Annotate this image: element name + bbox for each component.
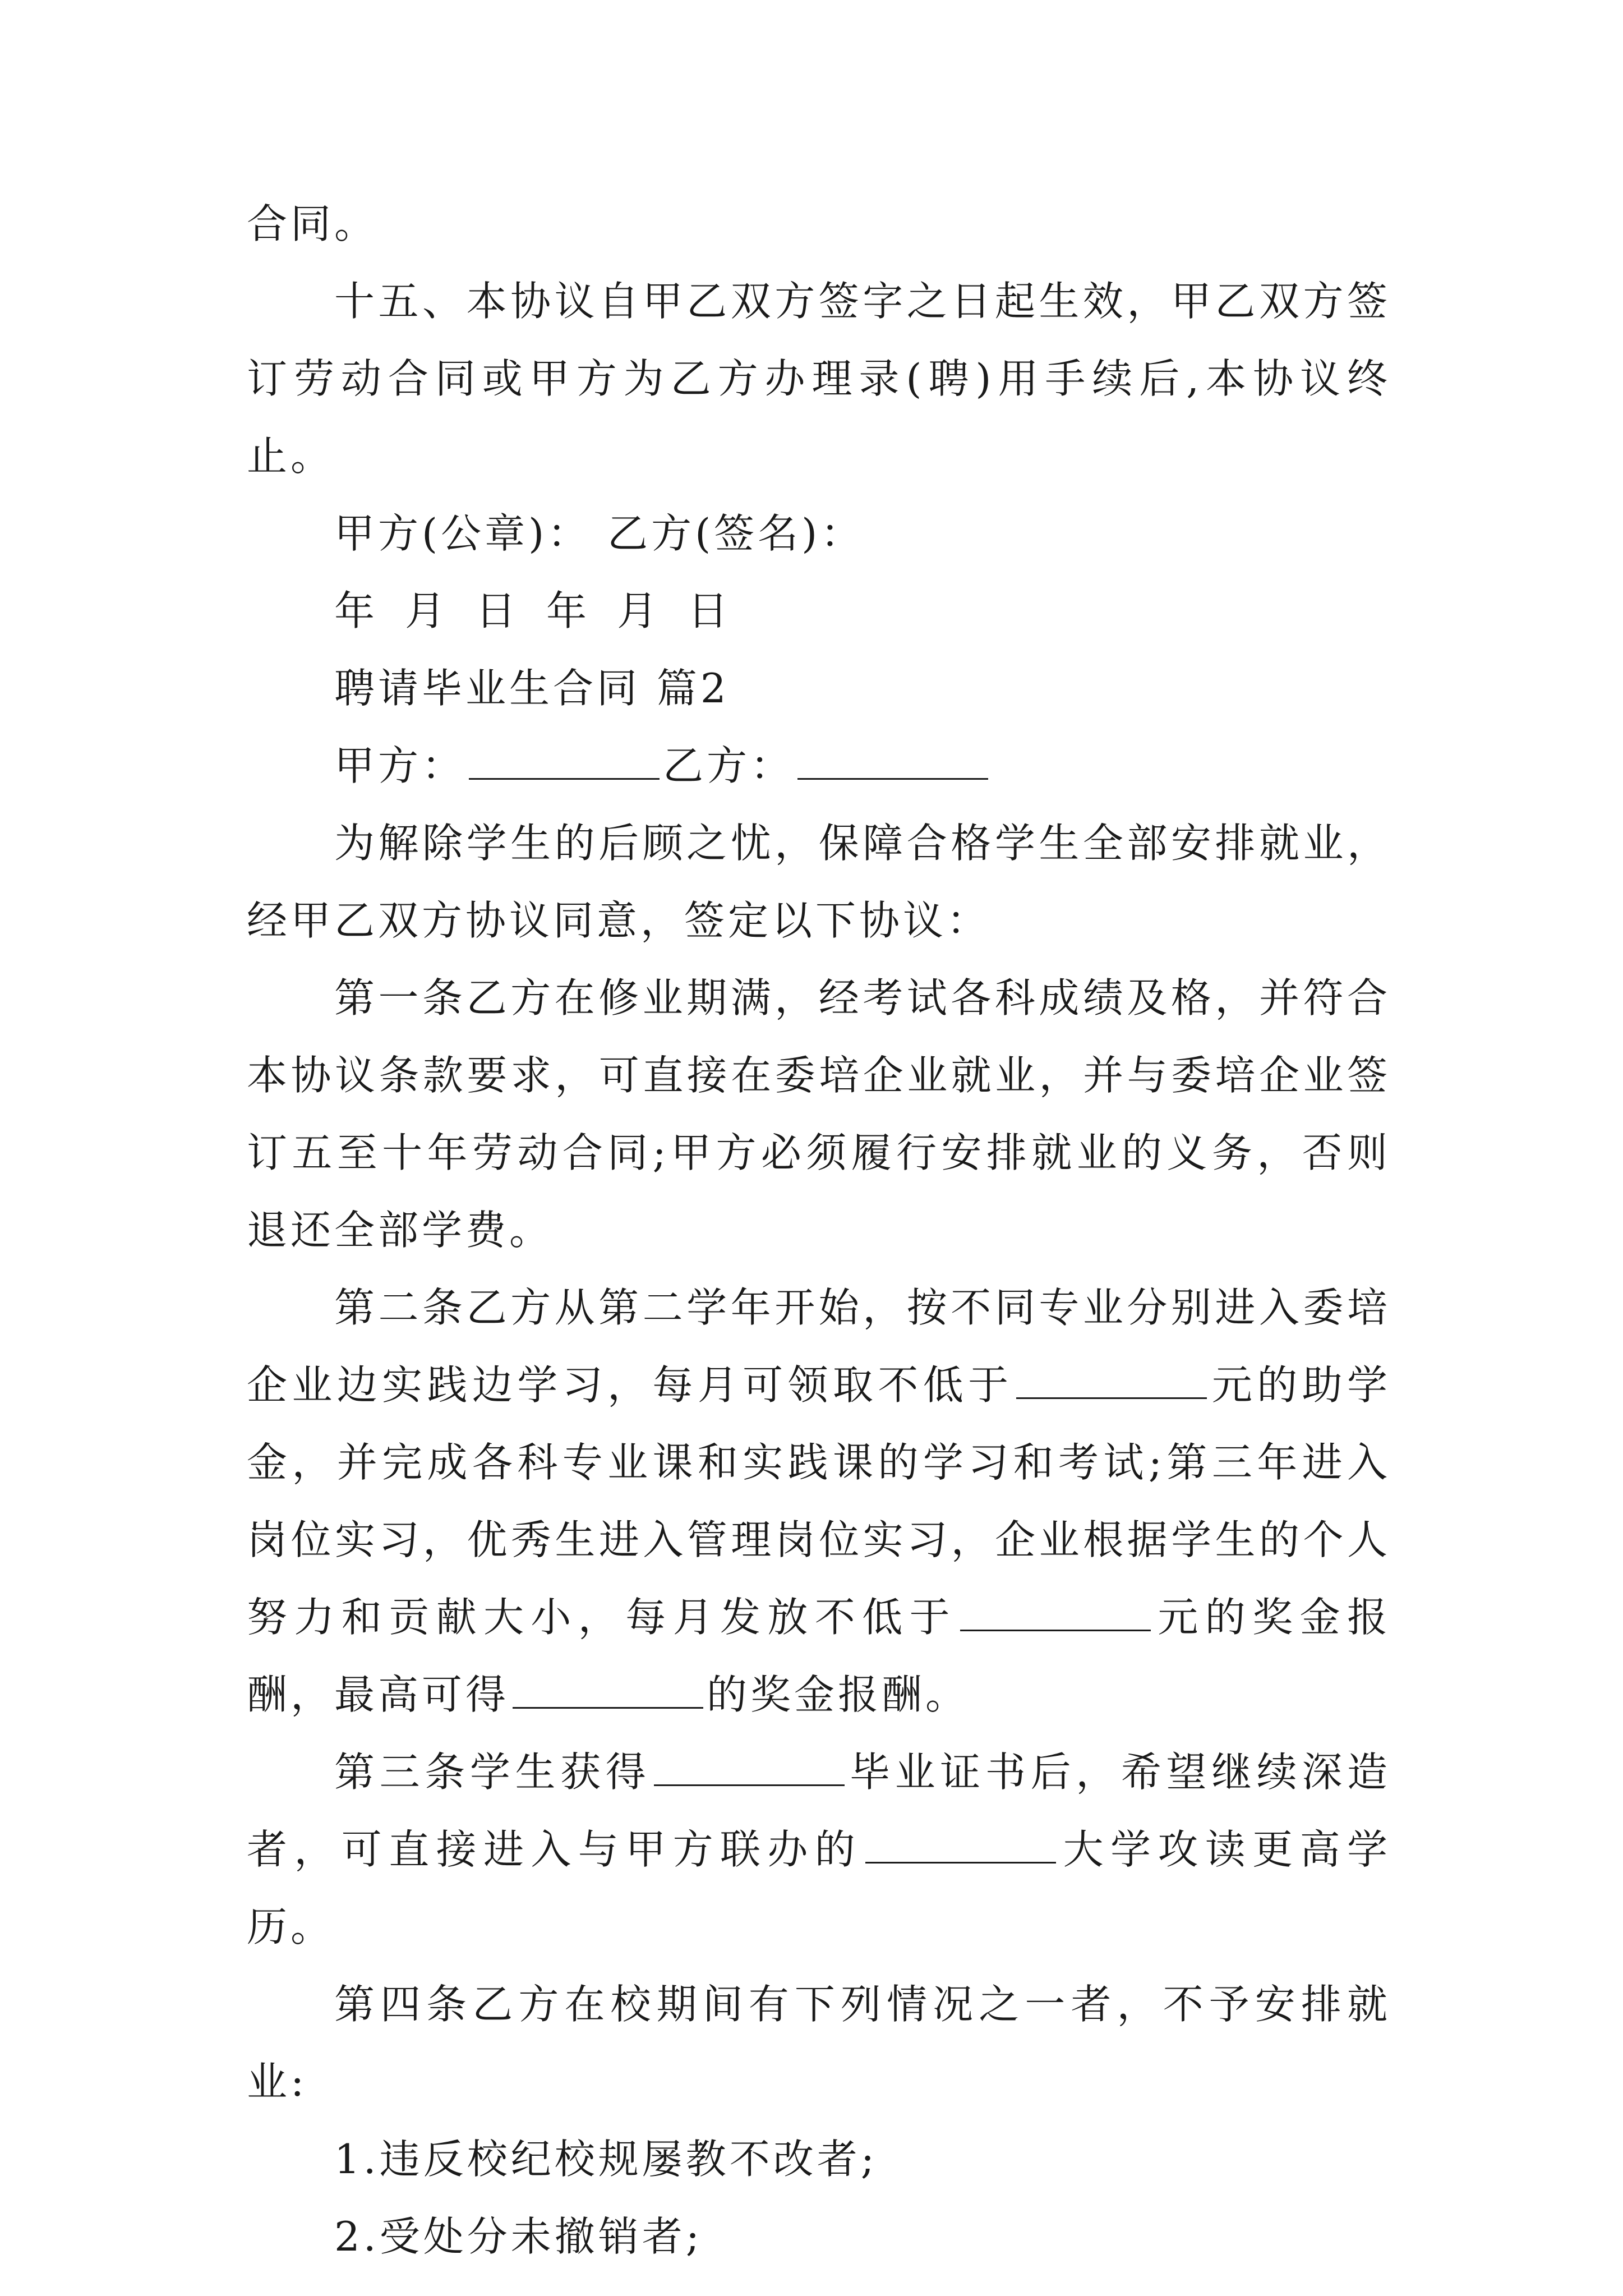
paragraph-article-4: 第四条乙方在校期间有下列情况之一者，不予安排就业: (247, 1981, 1391, 2105)
document-body (247, 185, 1391, 2275)
blank-field (1016, 1363, 1207, 1399)
list-item: 1.违反校纪校规屡教不改者; (334, 2136, 878, 2183)
date-day-label: 日 (476, 587, 520, 634)
signature-line: 甲方(公章)： 乙方(签名)： (334, 510, 865, 557)
text-run: 大学攻读更高学历。 (247, 1826, 1391, 1950)
paragraph-preamble: 为解除学生的后顾之忧，保障合格学生全部安排就业，经甲乙双方协议同意，签定以下协议： (247, 820, 1391, 944)
parties-line (247, 727, 1391, 804)
party-a-label: 甲方： (334, 742, 466, 789)
blank-field (654, 1750, 845, 1786)
text-run: 第三条学生获得 (334, 1749, 651, 1796)
text-run: 的奖金报酬。 (707, 1671, 970, 1718)
date-year-label: 年 (546, 587, 591, 634)
paragraph: 合同。 (247, 200, 379, 247)
section-title: 聘请毕业生合同 篇2 (334, 665, 730, 712)
text-run: 毕业证书后，希望继续深造者，可直接进入与甲方联办的 (247, 1749, 1391, 1873)
paragraph-article-1: 第一条乙方在修业期满，经考试各科成绩及格，并符合本协议条款要求，可直接在委培企业就业，并与委培企业签订五至十年劳动合同;甲方必须履行安排就业的义务，否则退还全部学费。 (247, 974, 1391, 1254)
text-run: 元的助学金，并完成各科专业课和实践课的学习和考试;第三年进入岗位实习，优秀生进入管理岗位实习，企业根据学生的个人努力和贡献大小，每月发放不低于 (247, 1361, 1391, 1641)
party-b-label: 乙方： (663, 742, 795, 789)
date-day-label: 日 (688, 587, 732, 634)
paragraph-clause-15: 十五、本协议自甲乙双方签字之日起生效，甲乙双方签订劳动合同或甲方为乙方办理录(聘)用手续后,本协议终止。 (247, 278, 1391, 480)
list-item: 2.受处分未撤销者; (334, 2213, 703, 2260)
paragraph-article-3 (247, 1733, 1391, 1966)
paragraph-article-2 (247, 1269, 1391, 1733)
blank-field (513, 1672, 703, 1709)
blank-field (797, 743, 988, 780)
date-month-label: 月 (405, 587, 449, 634)
date-month-label: 月 (617, 587, 661, 634)
date-line (247, 572, 1391, 650)
text-run: 第二条乙方从第二学年开始，按不同专业分别进入委培企业边实践边学习，每月可领取不低于 (247, 1284, 1391, 1409)
blank-field (469, 743, 660, 780)
blank-field (960, 1595, 1151, 1631)
text-run: 元的奖金报酬，最高可得 (247, 1594, 1391, 1718)
blank-field (865, 1827, 1056, 1864)
date-year-label: 年 (334, 587, 379, 634)
